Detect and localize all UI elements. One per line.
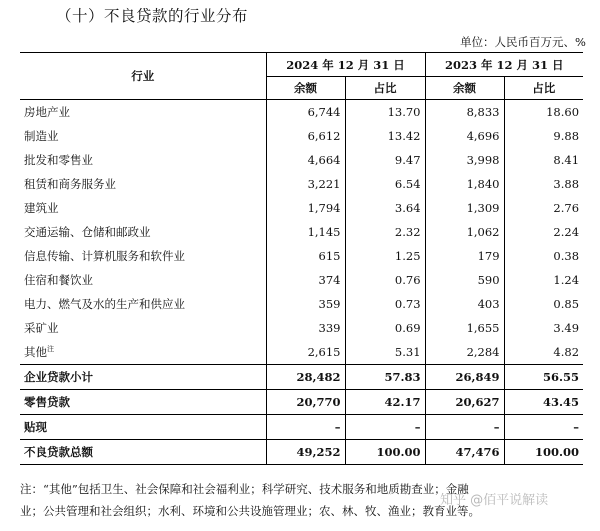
industry-cell: 制造业 (24, 129, 59, 143)
ratio-2024-cell: 57.83 (345, 365, 425, 390)
table-row (20, 220, 583, 244)
ratio-2023-cell: 100.00 (504, 440, 583, 465)
table-row (20, 268, 583, 292)
balance-2024-cell: 49,252 (266, 440, 345, 465)
industry-header: 行业 (20, 53, 266, 100)
ratio-2024-cell: 42.17 (345, 390, 425, 415)
balance-2023-cell: – (425, 415, 504, 440)
ratio-2024-cell: 100.00 (345, 440, 425, 465)
ratio-2023-cell: 43.45 (504, 390, 583, 415)
unit-label: 单位：人民币百万元、% (460, 35, 586, 49)
industry-cell: 采矿业 (24, 321, 59, 335)
industry-cell: 房地产业 (24, 105, 70, 119)
ratio-2024-header: 占比 (345, 77, 425, 100)
industry-cell: 住宿和餐饮业 (24, 273, 93, 287)
watermark: 知乎 @佰平说解读 (440, 493, 549, 508)
table-row (20, 100, 583, 125)
balance-2024-cell: 374 (266, 268, 345, 292)
industry-cell: 租赁和商务服务业 (24, 177, 116, 191)
retail-row (20, 390, 583, 415)
table-row (20, 244, 583, 268)
balance-2023-cell: 8,833 (425, 100, 504, 125)
industry-cell: 企业贷款小计 (20, 365, 266, 390)
ratio-2023-cell: 4.82 (504, 340, 583, 365)
ratio-2024-cell: – (345, 415, 425, 440)
industry-other-label: 其他 (24, 345, 47, 359)
table-row (20, 292, 583, 316)
ratio-2023-cell: 3.49 (504, 316, 583, 340)
ratio-2024-cell: 2.32 (345, 220, 425, 244)
ratio-2024-cell: 6.54 (345, 172, 425, 196)
ratio-2024-cell: 9.47 (345, 148, 425, 172)
industry-cell: 交通运输、仓储和邮政业 (24, 225, 151, 239)
balance-2024-cell: 6,744 (266, 100, 345, 125)
balance-2023-cell: 3,998 (425, 148, 504, 172)
balance-2023-cell: 590 (425, 268, 504, 292)
industry-cell: 信息传输、计算机服务和软件业 (24, 249, 185, 263)
ratio-2023-cell: 0.38 (504, 244, 583, 268)
ratio-2024-cell: 0.73 (345, 292, 425, 316)
ratio-2023-cell: – (504, 415, 583, 440)
balance-2023-cell: 20,627 (425, 390, 504, 415)
industry-cell (20, 340, 266, 365)
ratio-2023-cell: 56.55 (504, 365, 583, 390)
balance-2024-cell: 20,770 (266, 390, 345, 415)
balance-2024-header: 余额 (266, 77, 345, 100)
balance-2023-cell: 1,062 (425, 220, 504, 244)
industry-cell: 零售贷款 (20, 390, 266, 415)
subtotal-row (20, 365, 583, 390)
footnote-line: 业；公共管理和社会组织；水利、环境和公共设施管理业；农、林、牧、渔业；教育业等。 (20, 504, 480, 518)
industry-cell: 批发和零售业 (24, 153, 93, 167)
table-row (20, 196, 583, 220)
discount-row (20, 415, 583, 440)
ratio-2023-cell: 18.60 (504, 100, 583, 125)
balance-2023-cell: 403 (425, 292, 504, 316)
balance-2023-cell: 179 (425, 244, 504, 268)
balance-2024-cell: 1,794 (266, 196, 345, 220)
industry-cell: 贴现 (20, 415, 266, 440)
balance-2023-header: 余额 (425, 77, 504, 100)
balance-2024-cell: 1,145 (266, 220, 345, 244)
balance-2024-cell: 6,612 (266, 124, 345, 148)
ratio-2023-cell: 0.85 (504, 292, 583, 316)
table-row (20, 148, 583, 172)
footnote-line: 注：“其他”包括卫生、社会保障和社会福利业；科学研究、技术服务和地质勘查业；金融 (20, 482, 469, 496)
ratio-2024-cell: 0.69 (345, 316, 425, 340)
industry-cell: 建筑业 (24, 201, 59, 215)
ratio-2023-cell: 1.24 (504, 268, 583, 292)
ratio-2023-header: 占比 (504, 77, 583, 100)
ratio-2024-cell: 3.64 (345, 196, 425, 220)
balance-2024-cell: – (266, 415, 345, 440)
note-marker: 注 (47, 345, 54, 354)
period-2023-header: 2023 年 12 月 31 日 (425, 53, 583, 77)
table-row (20, 340, 583, 365)
period-2024-header: 2024 年 12 月 31 日 (266, 53, 425, 77)
balance-2024-cell: 2,615 (266, 340, 345, 365)
balance-2023-cell: 1,309 (425, 196, 504, 220)
table-row (20, 124, 583, 148)
balance-2023-cell: 4,696 (425, 124, 504, 148)
balance-2024-cell: 28,482 (266, 365, 345, 390)
ratio-2023-cell: 2.76 (504, 196, 583, 220)
ratio-2023-cell: 3.88 (504, 172, 583, 196)
balance-2024-cell: 3,221 (266, 172, 345, 196)
ratio-2024-cell: 0.76 (345, 268, 425, 292)
balance-2023-cell: 1,655 (425, 316, 504, 340)
section-title: （十）不良贷款的行业分布 (56, 7, 249, 25)
ratio-2023-cell: 2.24 (504, 220, 583, 244)
balance-2023-cell: 47,476 (425, 440, 504, 465)
balance-2023-cell: 1,840 (425, 172, 504, 196)
npl-industry-table (20, 52, 583, 465)
balance-2024-cell: 359 (266, 292, 345, 316)
ratio-2023-cell: 9.88 (504, 124, 583, 148)
ratio-2024-cell: 13.42 (345, 124, 425, 148)
balance-2023-cell: 2,284 (425, 340, 504, 365)
total-row (20, 440, 583, 465)
table-row (20, 172, 583, 196)
industry-cell: 不良贷款总额 (20, 440, 266, 465)
ratio-2023-cell: 8.41 (504, 148, 583, 172)
ratio-2024-cell: 13.70 (345, 100, 425, 125)
balance-2023-cell: 26,849 (425, 365, 504, 390)
industry-cell: 电力、燃气及水的生产和供应业 (24, 297, 185, 311)
balance-2024-cell: 615 (266, 244, 345, 268)
balance-2024-cell: 339 (266, 316, 345, 340)
ratio-2024-cell: 5.31 (345, 340, 425, 365)
balance-2024-cell: 4,664 (266, 148, 345, 172)
ratio-2024-cell: 1.25 (345, 244, 425, 268)
table-row (20, 316, 583, 340)
